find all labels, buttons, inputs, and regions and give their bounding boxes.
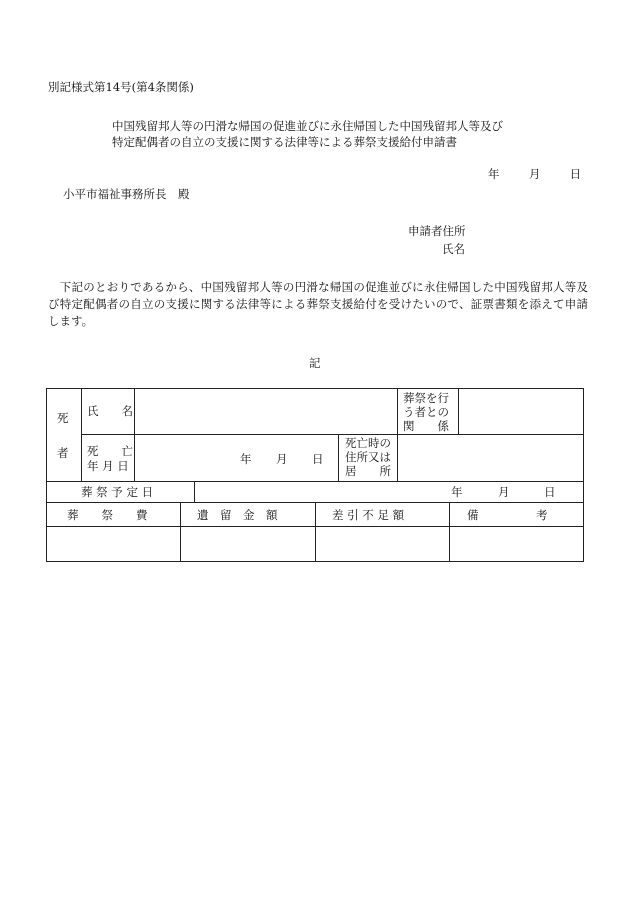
address-label-2: 住所又は — [345, 450, 391, 464]
address-label-3: 居 所 — [345, 464, 391, 478]
deceased-char-1: 死 — [57, 411, 69, 425]
death-date-month-label: 月 — [276, 452, 288, 466]
relation-field[interactable] — [463, 404, 579, 418]
col-divider — [338, 434, 339, 481]
shortfall-field[interactable] — [319, 532, 445, 556]
date-month-label: 月 — [528, 167, 541, 181]
form-number-label: 別記様式第14号(第4条関係) — [48, 80, 194, 94]
col-divider — [194, 481, 195, 502]
col-divider — [81, 389, 82, 481]
date-year-label: 年 — [488, 167, 500, 181]
col-header-shortfall: 差 引 不 足 額 — [332, 508, 405, 522]
col-header-funeral-cost: 葬 祭 費 — [67, 508, 148, 522]
estate-field[interactable] — [184, 532, 311, 556]
funeral-day-label: 日 — [544, 485, 556, 499]
col-divider — [397, 389, 398, 434]
row-divider — [81, 434, 584, 435]
application-form-table — [46, 388, 584, 562]
col-divider — [180, 502, 181, 562]
title-line-1: 中国残留邦人等の円滑な帰国の促進並びに永住帰国した中国残留邦人等及び — [112, 119, 503, 133]
col-divider — [134, 389, 135, 481]
col-header-estate: 遺 留 金 額 — [197, 508, 278, 522]
col-divider — [458, 389, 459, 434]
application-date — [488, 167, 581, 181]
date-day-label: 日 — [569, 167, 582, 181]
applicant-address-label: 申請者住所 — [408, 224, 466, 238]
title-line-2: 特定配偶者の自立の支援に関する法律等による葬祭支援給付申請書 — [112, 135, 457, 149]
addressee: 小平市福祉事務所長 殿 — [63, 187, 190, 201]
relation-label-3: 関 係 — [403, 419, 449, 433]
application-statement: 下記のとおりであるから、中国残留邦人等の円滑な帰国の促進並びに永住帰国した中国残留邦人等及び特定配偶者の自立の支援に関する法律等による葬祭支援給付を受けたいので、証票書類を添えて申請します。 — [48, 280, 588, 328]
funeral-year-label: 年 — [451, 485, 463, 499]
ki-heading: 記 — [309, 356, 321, 370]
col-divider — [449, 502, 450, 562]
col-divider — [315, 502, 316, 562]
deceased-char-2: 者 — [57, 446, 69, 460]
col-header-remarks: 備 考 — [467, 508, 548, 522]
death-date-year-label: 年 — [240, 452, 252, 466]
death-address-field[interactable] — [403, 451, 579, 465]
funeral-cost-field[interactable] — [51, 532, 176, 556]
deceased-name-field[interactable] — [141, 404, 393, 418]
relation-label-2: う者との — [403, 405, 449, 419]
row-divider — [47, 481, 584, 482]
address-label-1: 死亡時の — [345, 436, 391, 450]
funeral-date-label: 葬 祭 予 定 日 — [81, 485, 154, 499]
relation-label-1: 葬祭を行 — [403, 391, 449, 405]
remarks-field[interactable] — [453, 532, 580, 556]
funeral-month-label: 月 — [498, 485, 510, 499]
applicant-name-label: 氏名 — [442, 242, 465, 256]
name-label: 氏 名 — [87, 404, 133, 418]
death-label-2: 年 月 日 — [87, 459, 129, 473]
death-label-1: 死 亡 — [87, 444, 133, 458]
col-divider — [397, 434, 398, 481]
death-date-day-label: 日 — [312, 452, 324, 466]
